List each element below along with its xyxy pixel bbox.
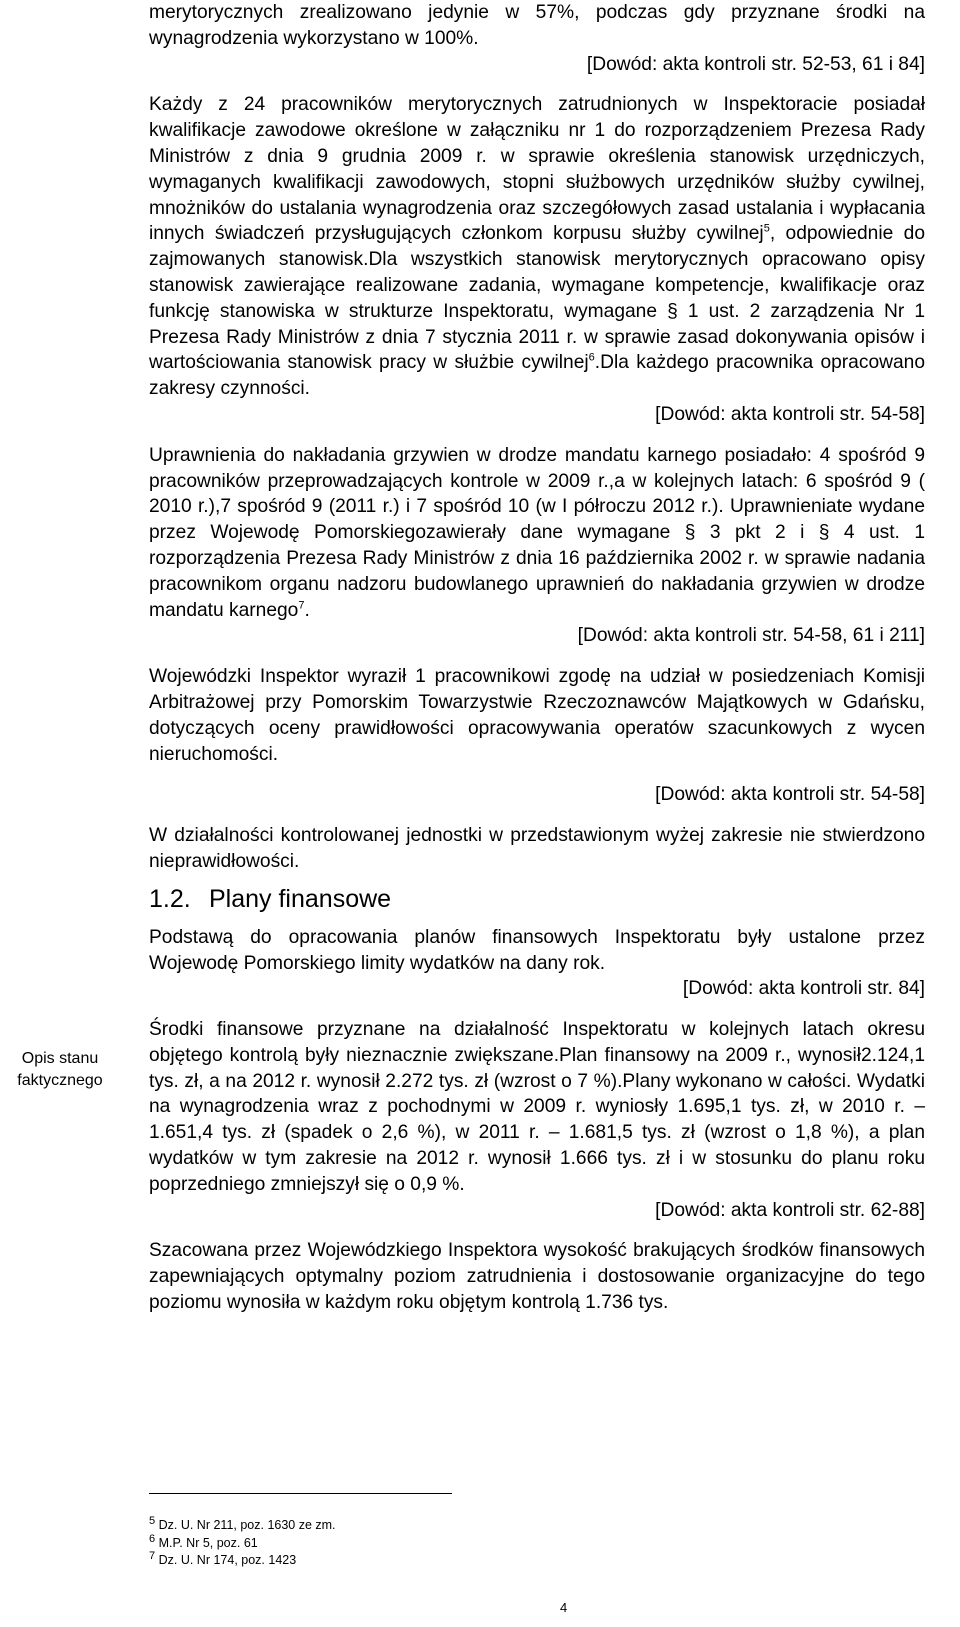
footnote-ref-5[interactable]: 5 xyxy=(763,222,770,235)
evidence-0: [Dowód: akta kontroli str. 52-53, 61 i 84] xyxy=(586,53,925,75)
section-number: 1.2. xyxy=(149,884,191,913)
paragraph-1: Każdy z 24 pracowników merytorycznych zatrudnionych w Inspektoracie posiadał kwalifikacje zawodowe określone w załączniku nr 1 do rozporządzeniem Prezesa Rady Ministrów z dnia 9 grudnia 2009 r. w sprawie określenia stanowisk urzędniczych, wymaganych kwalifikacji zawodowych, stopni służbowych urzędników służby cywilnej, mnożników do ustalania wynagrodzenia oraz szczegółowych zasad ustalania i wypłacania innych świadczeń przysługujących członkom korpusu służby cywilnej$^5$, odpowiednie do zajmowanych stanowisk.Dla wszystkich stanowisk merytorycznych opracowano opisy stanowisk zawierające realizowane zadania, wymagane kompetencje, kwalifikacje oraz funkcję stanowiska w strukturze Inspektoratu, wymagane § 1 ust. 2 zarządzenia Nr 1 Prezesa Rady Ministrów z dnia 7 stycznia 2011 r. w sprawie zasad dokonywania opisów i wartościowania stanowisk pracy w służbie cywilnej$^6$.Dla każdego pracownika opracowano zakresy czynności. xyxy=(149,94,925,400)
paragraph-4: W działalności kontrolowanej jednostki w przedstawionym wyżej zakresie nie stwierdzono nieprawidłowości. xyxy=(149,825,925,872)
margin-label: Opis stanu faktycznego xyxy=(17,1050,103,1089)
footnote: $^7$ Dz. U. Nr 174, poz. 1423 xyxy=(149,1549,297,1567)
paragraph-0: merytorycznych zrealizowano jedynie w 57%, podczas gdy przyznane środki na wynagrodzenia wykorzystano w 100%. xyxy=(149,2,925,49)
evidence-6: [Dowód: akta kontroli str. 62-88] xyxy=(655,1199,925,1221)
evidence-1: [Dowód: akta kontroli str. 54-58] xyxy=(655,403,925,425)
paragraph-3: Wojewódzki Inspektor wyraził 1 pracownikowi zgodę na udział w posiedzeniach Komisji Arbitrażowej przy Pomorskim Towarzystwie Rzeczoznawców Majątkowych w Gdańsku, dotyczących oceny prawidłowości opracowywania operatów szacunkowych z wycen nieruchomości. xyxy=(149,666,925,765)
section-title: Plany finansowe xyxy=(209,884,392,913)
paragraph-5: Podstawą do opracowania planów finansowych Inspektoratu były ustalone przez Wojewodę Pomorskiego limity wydatków na dany rok. xyxy=(149,926,925,974)
footnote-ref-7[interactable]: 7 xyxy=(298,599,305,612)
section-heading xyxy=(149,883,925,915)
footnote: $^6$ M.P. Nr 5, poz. 61 xyxy=(149,1532,258,1550)
main-text xyxy=(149,0,925,1316)
page-number: 4 xyxy=(560,1600,568,1615)
paragraph-7: Szacowana przez Wojewódzkiego Inspektora wysokość brakujących środków finansowych zapewniających optymalny poziom zatrudnienia i dostosowanie organizacyjne do tego poziomu wynosiła w każdym roku objętym kontrolą 1.736 tys. xyxy=(149,1240,925,1314)
evidence-3: [Dowód: akta kontroli str. 54-58] xyxy=(655,784,925,806)
footnote: $^5$ Dz. U. Nr 211, poz. 1630 ze zm. xyxy=(149,1514,336,1532)
footnote-ref-6[interactable]: 6 xyxy=(588,351,595,364)
footnotes xyxy=(149,1514,336,1570)
paragraph-2: Uprawnienia do nakładania grzywien w drodze mandatu karnego posiadało: 4 spośród 9 pracowników przeprowadzających kontrole w 2009 r.,a w kolejnych latach: 6 spośród 9 ( 2010 r.),7 spośród 9 (2011 r.) i 7 spośród 10 (w I półroczu 2012 r.). Uprawnieniate wydane przez Wojewodę Pomorskiegozawierały dane wymagane § 3 pkt 2 i § 4 ust. 1 rozporządzenia Prezesa Rady Ministrów z dnia 16 października 2002 r. w sprawie nadania pracownikom organu nadzoru budowlanego uprawnień do nakładania grzywien w drodze mandatu karnego$^7$. xyxy=(149,444,925,621)
evidence-5: [Dowód: akta kontroli str. 84] xyxy=(682,978,925,1000)
paragraph-6: Środki finansowe przyznane na działalność Inspektoratu w kolejnych latach okresu objętego kontrolą były nieznacznie zwiększane.Plan finansowy na 2009 r., wynosił2.124,1 tys. zł, a na 2012 r. wynosił 2.272 tys. zł (wzrost o 7 %).Plany wykonano w całości. Wydatki na wynagrodzenia wraz z pochodnymi w 2009 r. wyniosły 1.695,1 tys. zł, w 2010 r. – 1.651,4 tys. zł (spadek o 2,6 %), w 2011 r. – 1.681,5 tys. zł (wzrost o 1,8 %), a plan wydatków w tym zakresie na 2012 r. wynosił 1.666 tys. zł i w stosunku do planu roku poprzedniego zmniejszył się o 0,9 %. xyxy=(149,1019,925,1195)
footnote-divider xyxy=(149,1493,452,1494)
evidence-2: [Dowód: akta kontroli str. 54-58, 61 i 211] xyxy=(577,625,925,647)
